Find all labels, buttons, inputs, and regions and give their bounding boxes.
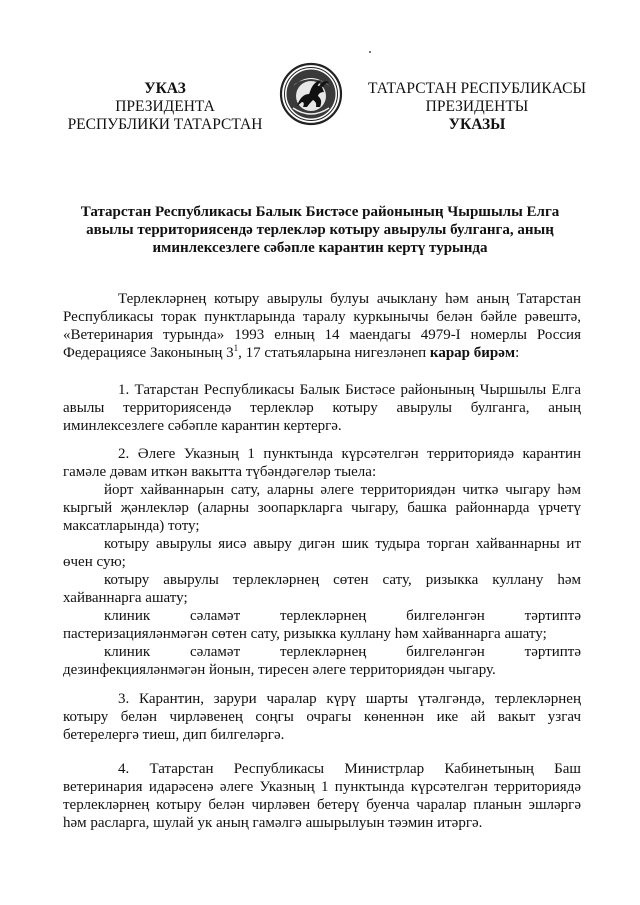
title-line2: авылы территориясендә терлекләр котыру авырулы булганга, аның [86, 222, 554, 238]
item-1-text: 1. Татарстан Республикасы Балык Бистәсе районының Чыршылы Елга авылы территориясендә терлекләр котыру авырулы булганга, аның иминлексезлеге сәбәпле карантин кертергә. [63, 382, 581, 434]
title-line3: иминлексезлеге сәбәпле карантин кертү турында [152, 240, 488, 256]
prohibition-2: котыру авырулы яисә авыру дигән шик тудыра торган хайваннарны ит өчен сую; [63, 536, 581, 570]
preamble-text-cont: , 17 статьяларына нигезләнеп [238, 345, 427, 361]
item-2 [63, 445, 581, 679]
header-right-line2: ПРЕЗИДЕНТЫ [425, 98, 529, 115]
item-3 [63, 690, 581, 744]
item-2-text: 2. Әлеге Указның 1 пунктында күрсәтелгән территориядә карантин гамәле дәвам иткән вакытта түбәндәгеләр тыела: [63, 446, 581, 480]
prohibition-4: клиник сәламәт терлекләрнең билгеләнгән тәртиптә пастеризацияләнмәгән сөтен сату, ризыкка куллану һәм хайваннарга ашату; [63, 608, 581, 642]
preamble-paragraph [63, 290, 581, 362]
item-3-text: 3. Карантин, зарури чаралар күрү шарты үтәлгәндә, терлекләрнең котыру белән чирләвенең соңгы очрагы көненнән ике ай вакыт узгач бетерелергә тиеш, дип билгеләргә. [63, 691, 581, 743]
preamble-superscript: 1 [233, 343, 239, 353]
preamble-colon: : [515, 345, 520, 361]
preamble [63, 290, 581, 362]
preamble-text: Терлекләрнең котыру авырулы булуы ачыклану һәм аның Татарстан Республикасы торак пунктларында таралу куркынычы белән бәйле рәвештә, «Ветеринария турында» 1993 елның 14 маендагы 4979-I номерлы Россия Федерациясе Законының 3 [63, 291, 581, 361]
header-left-line3: РЕСПУБЛИКИ ТАТАРСТАН [67, 116, 263, 133]
header-left-line1: УКАЗ [144, 80, 186, 97]
header-right-line1: ТАТАРСТАН РЕСПУБЛИКАСЫ [368, 80, 586, 97]
coat-of-arms-snow-leopard-icon [279, 62, 343, 126]
prohibition-5: клиник сәламәт терлекләрнең билгеләнгән тәртиптә дезинфекцияләнмәгән йонын, тиресен әлеге территориядән чыгару. [63, 644, 581, 678]
header-right-line3: УКАЗЫ [448, 116, 506, 133]
header-right-tatar [362, 80, 592, 134]
header-left-line2: ПРЕЗИДЕНТА [115, 98, 215, 115]
item-4 [63, 760, 581, 832]
prohibition-3: котыру авырулы терлекләрнең сөтен сату, ризыкка куллану һәм хайваннарга ашату; [63, 572, 581, 606]
item-4-text: 4. Татарстан Республикасы Министрлар Кабинетының Баш ветеринария идарәсенә әлеге Указның 1 пунктында күрсәтелгән территориядә терлекләрнең котыру белән чирләвен бетерү буенча чаралар планын эшләргә һәм расларга, шулай ук аның гамәлгә ашырылуын тәэмин итәргә. [63, 761, 581, 831]
item-1 [63, 381, 581, 435]
decree-title [70, 203, 570, 257]
header-left-russian [60, 80, 270, 134]
prohibition-1: йорт хайваннарын сату, аларны әлеге территориядән читкә чыгару һәм кыргый җәнлекләр (аларны зоопаркларга чыгару, башка районнарда үрчетү максатларында) тоту; [63, 482, 581, 534]
preamble-resolution: карар бирәм [429, 345, 516, 361]
scan-speck [369, 51, 371, 53]
title-line1: Татарстан Республикасы Балык Бистәсе районының Чыршылы Елга [80, 204, 560, 220]
